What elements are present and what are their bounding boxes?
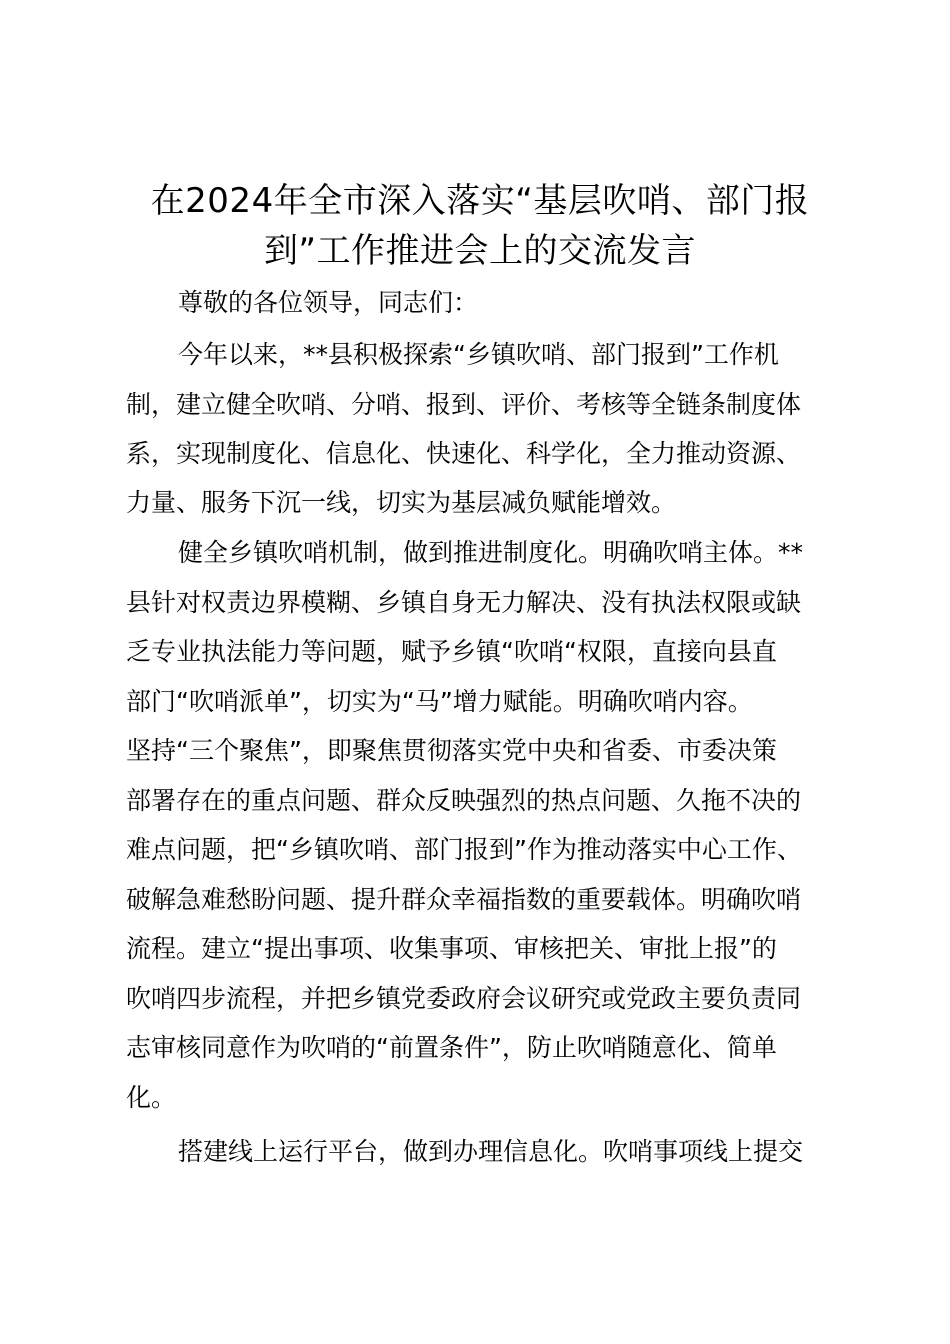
paragraph-2-line-2: 县针对权责边界模糊、乡镇自身无力解决、没有执法权限或缺	[126, 588, 802, 617]
paragraph-2-line-3: 乏专业执法能力等问题，赋予乡镇“吹哨“权限，直接向县直	[126, 637, 777, 666]
paragraph-1-line-4: 力量、服务下沉一线，切实为基层减负赋能增效。	[126, 488, 677, 517]
paragraph-3-line-1: 搭建线上运行平台，做到办理信息化。吹哨事项线上提交	[178, 1137, 804, 1166]
document-title	[110, 176, 850, 276]
title-line-1: 在2024年全市深入落实“基层吹哨、部门报	[150, 181, 810, 221]
paragraph-1-line-3: 系，实现制度化、信息化、快速化、科学化，全力推动资源、	[126, 439, 802, 468]
paragraph-2-line-12: 化。	[126, 1083, 177, 1112]
paragraph-2-line-9: 流程。建立“提出事项、收集事项、审核把关、审批上报”的	[126, 934, 777, 963]
title-line-2: 到”工作推进会上的交流发言	[263, 231, 697, 271]
paragraph-2-line-5: 坚持“三个聚焦”，即聚焦贯彻落实党中央和省委、市委决策	[126, 736, 777, 765]
paragraph-2-line-8: 破解急难愁盼问题、提升群众幸福指数的重要载体。明确吹哨	[126, 885, 802, 914]
paragraph-2-line-10: 吹哨四步流程，并把乡镇党委政府会议研究或党政主要负责同	[126, 984, 802, 1013]
paragraph-2-line-1: 健全乡镇吹哨机制，做到推进制度化。明确吹哨主体。**	[178, 538, 804, 567]
paragraph-1-line-2: 制，建立健全吹哨、分哨、报到、评价、考核等全链条制度体	[126, 390, 802, 419]
paragraph-2-line-6: 部署存在的重点问题、群众反映强烈的热点问题、久拖不决的	[126, 786, 802, 815]
paragraph-1-line-1: 今年以来，**县积极探索“乡镇吹哨、部门报到”工作机	[178, 340, 779, 369]
paragraph-2-line-7: 难点问题，把“乡镇吹哨、部门报到”作为推动落实中心工作、	[126, 835, 802, 864]
paragraph-2-line-11: 志审核同意作为吹哨的“前置条件”，防止吹哨随意化、简单	[126, 1033, 777, 1062]
salutation: 尊敬的各位领导，同志们：	[178, 288, 479, 317]
paragraph-2-line-4: 部门“吹哨派单”，切实为“马”增力赋能。明确吹哨内容。	[126, 687, 753, 716]
